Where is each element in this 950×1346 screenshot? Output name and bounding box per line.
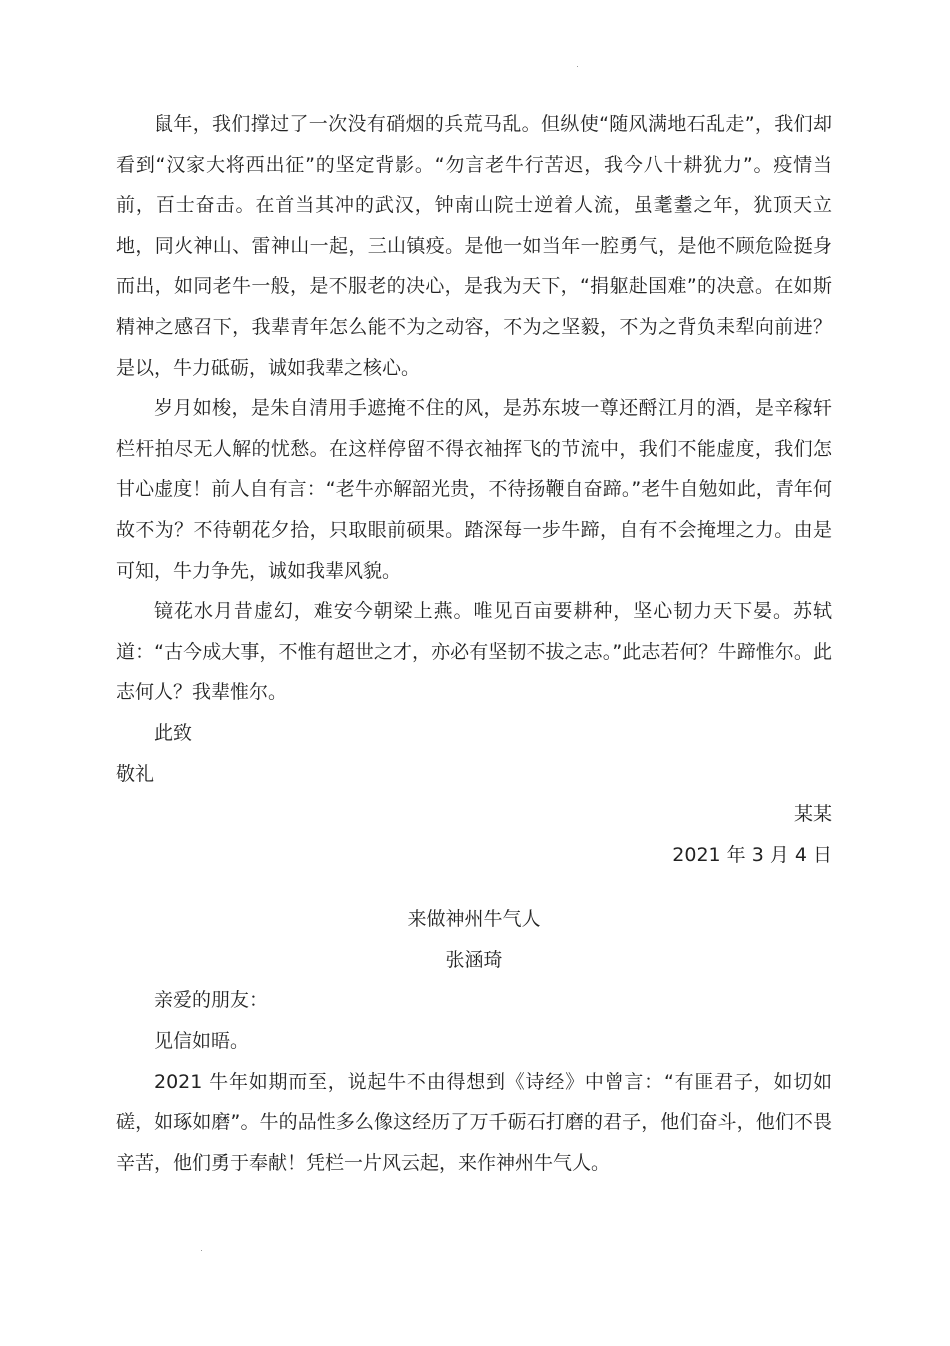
letter-one-paragraph-3: 镜花水月昔虚幻，难安今朝梁上燕。唯见百亩要耕种，坚心韧力天下晏。苏轼道：“古今成大事，不惟有超世之才，亦必有坚韧不拔之志。”此志若何？牛蹄惟尔。此志何人？我辈惟尔。 (116, 600, 832, 704)
letter-one-date: 2021 年 3 月 4 日 (672, 843, 832, 866)
letter-one-signature: 某某 (793, 803, 832, 826)
letter-one-paragraph-2: 岁月如梭，是朱自清用手遮掩不住的风，是苏东坡一尊还酹江月的酒，是辛稼轩栏杆拍尽无人解的忧愁。在这样停留不得衣袖挥飞的节流中，我们不能虚度，我们怎甘心虚度！前人自有言：“老牛亦解韶光贵，不待扬鞭自奋蹄。”老牛自勉如此，青年何故不为？不待朝花夕拾，只取眼前硕果。踏深每一步牛蹄，自有不会掩埋之力。由是可知，牛力争先，诚如我辈风貌。 (116, 397, 832, 582)
letter-two-title: 来做神州牛气人 (407, 908, 541, 931)
letter-two-author: 张涵琦 (445, 948, 503, 971)
document-page (116, 104, 832, 1183)
letter-two-greeting: 亲爱的朋友： (154, 989, 269, 1012)
letter-one-paragraph-1: 鼠年，我们撑过了一次没有硝烟的兵荒马乱。但纵使“随风满地石乱走”，我们却看到“汉家大将西出征”的坚定背影。“勿言老牛行苦迟，我今八十耕犹力”。疫情当前，百士奋击。在首当其冲的武汉，钟南山院士逆着人流，虽耄耋之年，犹顶天立地，同火神山、雷神山一起，三山镇疫。是他一如当年一腔勇气，是他不顾危险挺身而出，如同老牛一般，是不服老的决心，是我为天下，“捐躯赴国难”的决意。在如斯精神之感召下，我辈青年怎么能不为之动容，不为之坚毅，不为之背负耒犁向前进？是以，牛力砥砺，诚如我辈之核心。 (116, 113, 832, 379)
letter-two-paragraph: 2021 牛年如期而至，说起牛不由得想到《诗经》中曾言：“有匪君子，如切如磋，如琢如磨”。牛的品性多么像这经历了万千砺石打磨的君子，他们奋斗，他们不畏辛苦，他们勇于奉献！凭栏一片风云起，来作神州牛气人。 (116, 1070, 832, 1174)
scan-speck (201, 1250, 202, 1251)
letter-one-salute: 敬礼 (116, 762, 155, 785)
letter-one-closing: 此致 (154, 721, 193, 744)
section-gap (116, 875, 832, 899)
scan-speck (577, 66, 578, 67)
letter-two-opening: 见信如晤。 (154, 1030, 250, 1053)
